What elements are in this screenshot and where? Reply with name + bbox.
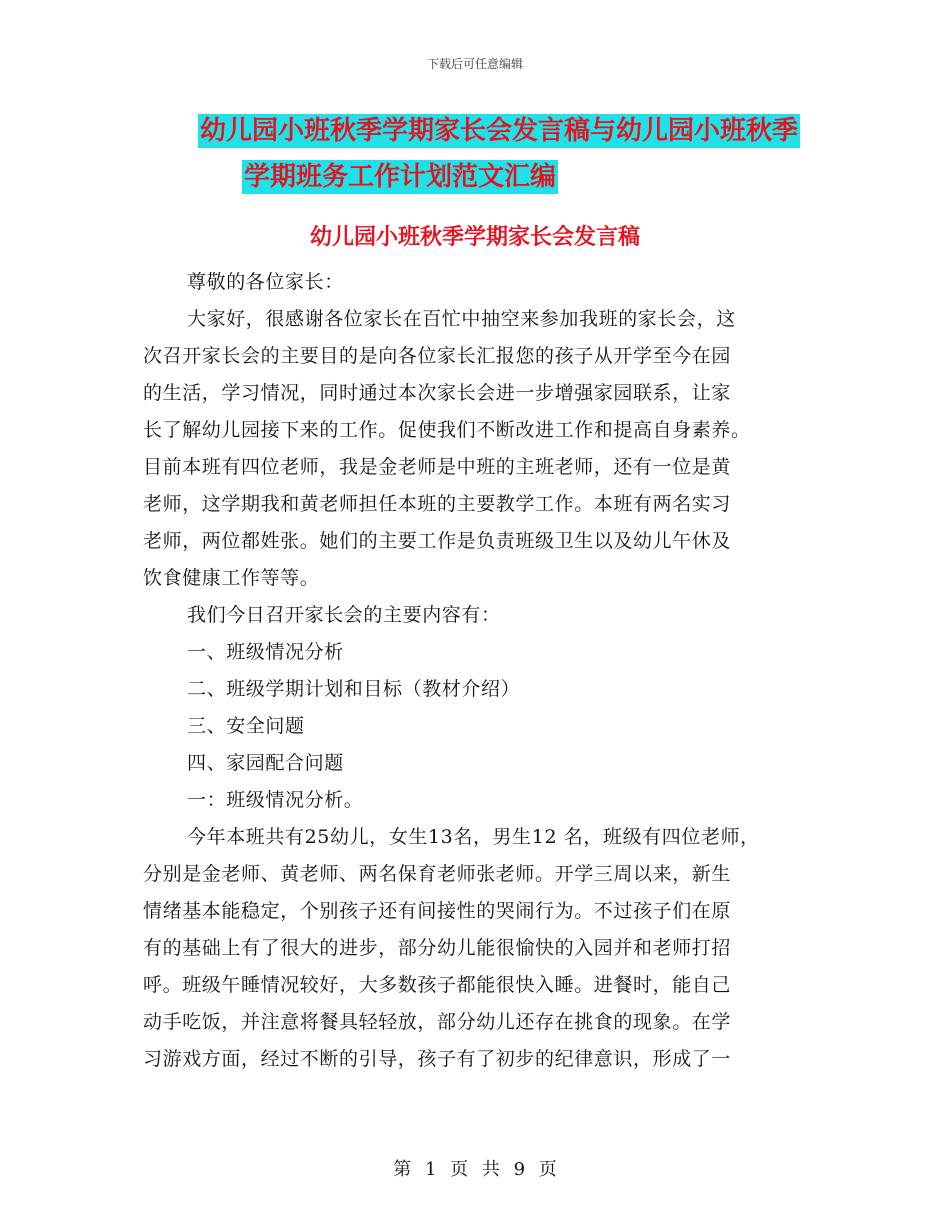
paragraph-line: 饮食健康工作等等。 [143, 567, 320, 589]
body-text [143, 264, 823, 1078]
page-footer: 第 1 页 共 9 页 [393, 1159, 557, 1180]
document-title [0, 108, 950, 200]
paragraph-line: 目前本班有四位老师，我是金老师是中班的主班老师，还有一位是黄 [143, 456, 732, 478]
title-line-2-text: 学期班务工作计划范文汇编 [243, 162, 556, 192]
title-line-1 [0, 108, 950, 154]
subheading: 一：班级情况分析。 [187, 789, 364, 811]
list-item: 三、安全问题 [187, 715, 305, 737]
list-item: 二、班级学期计划和目标（教材介绍） [187, 678, 521, 700]
list-item: 四、家园配合问题 [187, 752, 344, 774]
paragraph-line: 长了解幼儿园接下来的工作。促使我们不断改进工作和提高自身素养。 [143, 419, 751, 441]
paragraph-line: 大家好，很感谢各位家长在百忙中抽空来参加我班的家长会，这 [187, 308, 736, 330]
section-title: 幼儿园小班秋季学期家长会发言稿 [309, 224, 640, 250]
paragraph-line: 习游戏方面，经过不断的引导，孩子有了初步的纪律意识，形成了一 [143, 1048, 732, 1070]
title-line-2 [0, 154, 950, 200]
paragraph-line: 我们今日召开家长会的主要内容有： [187, 604, 501, 626]
paragraph-line: 次召开家长会的主要目的是向各位家长汇报您的孩子从开学至今在园 [143, 345, 732, 367]
paragraph-line: 动手吃饭，并注意将餐具轻轻放，部分幼儿还存在挑食的现象。在学 [143, 1011, 732, 1033]
title-line-1-text: 幼儿园小班秋季学期家长会发言稿与幼儿园小班秋季 [199, 116, 798, 146]
paragraph-line: 尊敬的各位家长： [187, 271, 344, 293]
paragraph-line: 今年本班共有25幼儿，女生13名，男生12 名，班级有四位老师， [187, 826, 760, 848]
paragraph-line: 老师，两位都姓张。她们的主要工作是负责班级卫生以及幼儿午休及 [143, 530, 732, 552]
header-note: 下载后可任意编辑 [426, 57, 523, 71]
paragraph-line: 情绪基本能稳定，个别孩子还有间接性的哭闹行为。不过孩子们在原 [143, 900, 732, 922]
list-item: 一、班级情况分析 [187, 641, 344, 663]
paragraph-line: 分别是金老师、黄老师、两名保育老师张老师。开学三周以来，新生 [143, 863, 732, 885]
paragraph-line: 有的基础上有了很大的进步，部分幼儿能很愉快的入园并和老师打招 [143, 937, 732, 959]
paragraph-line: 的生活，学习情况，同时通过本次家长会进一步增强家园联系，让家 [143, 382, 732, 404]
paragraph-line: 老师，这学期我和黄老师担任本班的主要教学工作。本班有两名实习 [143, 493, 732, 515]
paragraph-line: 呼。班级午睡情况较好，大多数孩子都能很快入睡。进餐时，能自己 [143, 974, 732, 996]
